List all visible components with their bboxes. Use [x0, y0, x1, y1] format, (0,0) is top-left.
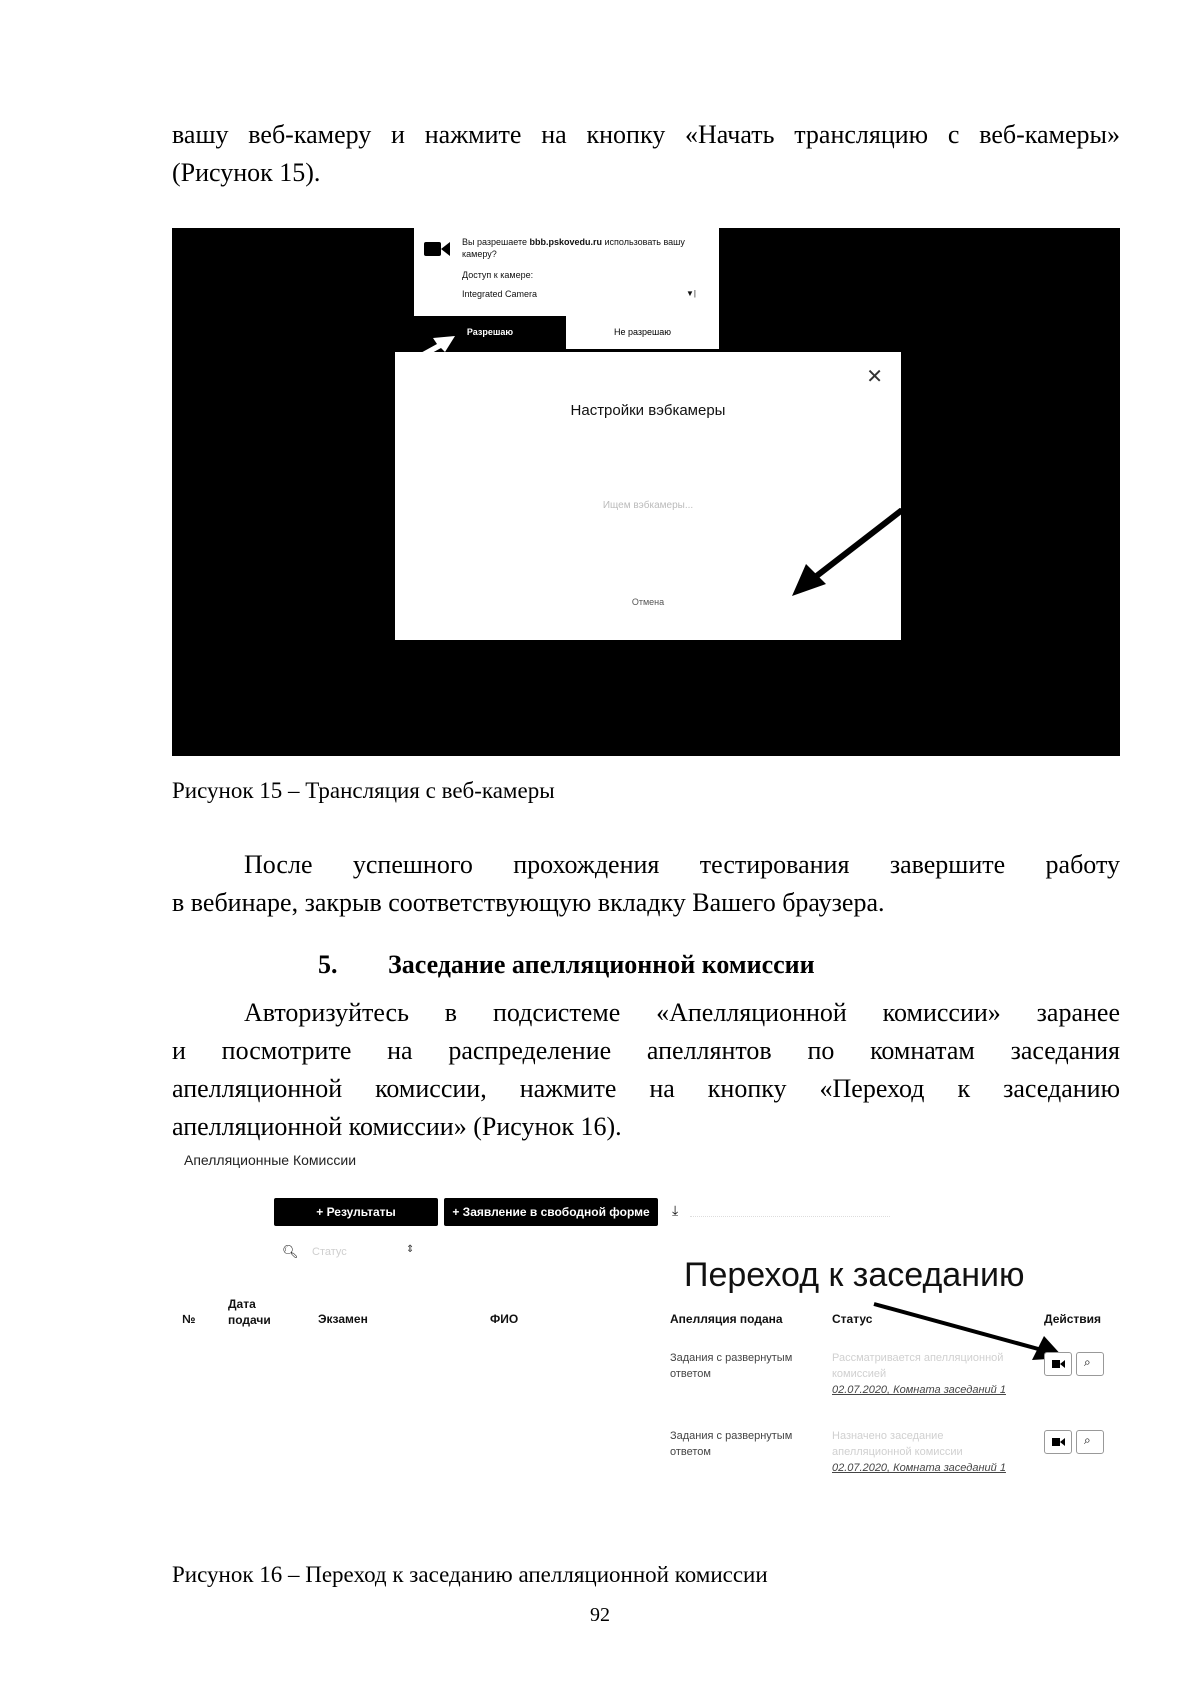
paragraph-after-line2: в вебинаре, закрыв соответствующую вкладку Вашего браузера.	[172, 888, 885, 917]
col-status: Статус	[832, 1312, 873, 1326]
col-actions: Действия	[1044, 1312, 1102, 1326]
searching-webcams-text: Ищем вэбкамеры...	[602, 500, 694, 511]
allow-button[interactable]: Разрешаю	[414, 316, 566, 349]
sort-icon[interactable]: ⇕	[406, 1244, 415, 1255]
test-results-button[interactable]: + Результаты тестирования	[274, 1198, 438, 1226]
paragraph-section-line3: апелляционной комиссии, нажмите на кнопку «Переход к заседанию	[172, 1074, 1120, 1103]
row2-status: Назначено заседание апелляционной комиссии 02.07.2020, Комната заседаний 1	[832, 1428, 1022, 1476]
paragraph-section-line2: и посмотрите на распределение апеллянтов по комнатам заседания	[172, 1036, 1120, 1065]
section-number: 5.	[318, 950, 338, 979]
cancel-button[interactable]: Отмена	[631, 597, 665, 607]
figure-16-appeal-commission-screenshot	[172, 1148, 1132, 1548]
col-submission-date: Дата подачи	[228, 1297, 271, 1327]
free-form-statement-button[interactable]: + Заявление в свободной форме	[444, 1198, 658, 1226]
figure-15-webcam-screenshot	[172, 228, 1120, 756]
magnifier-icon: ⌕	[1084, 1355, 1091, 1369]
video-camera-icon	[1045, 1431, 1071, 1453]
camera-icon	[424, 240, 450, 258]
row1-view-button[interactable]	[1076, 1352, 1104, 1376]
row2-view-button[interactable]	[1076, 1430, 1104, 1454]
row1-date-room[interactable]: 02.07.2020, Комната заседаний 1	[832, 1384, 1006, 1396]
dialog-title: Настройки вэбкамеры	[570, 402, 726, 419]
figure-16-caption: Рисунок 16 – Переход к заседанию апелляционной комиссии	[172, 1562, 768, 1587]
section-title: Заседание апелляционной комиссии	[388, 950, 815, 979]
arrow-pointer-icon	[784, 508, 904, 608]
paragraph-section-line1: Авторизуйтесь в подсистеме «Апелляционной комиссии» заранее	[244, 998, 1120, 1027]
col-number: №	[182, 1312, 196, 1326]
row1-appeal-filed: Задания с развернутым ответом	[670, 1352, 793, 1380]
row2-appeal-filed: Задания с развернутым ответом	[670, 1430, 793, 1458]
row1-join-session-button[interactable]	[1044, 1352, 1072, 1376]
paragraph-intro-line1: вашу веб-камеру и нажмите на кнопку «Начать трансляцию с веб-камеры»	[172, 120, 1120, 149]
col-exam: Экзамен	[318, 1312, 368, 1326]
col-fio: ФИО	[490, 1312, 519, 1326]
close-icon[interactable]: ✕	[866, 366, 883, 388]
camera-access-label: Доступ к камере:	[462, 270, 534, 280]
dropdown-caret-icon: ▼|	[686, 289, 696, 298]
magnifier-icon: ⌕	[1084, 1433, 1091, 1447]
search-icon: 🔍︎	[282, 1244, 299, 1259]
paragraph-intro-line2: (Рисунок 15).	[172, 158, 321, 187]
row2-join-session-button[interactable]	[1044, 1430, 1072, 1454]
page-number: 92	[590, 1604, 610, 1626]
permission-question: Вы разрешаете bbb.pskovedu.ru использовать вашу камеру?	[462, 237, 685, 259]
download-link-faint[interactable]	[690, 1206, 890, 1217]
col-appeal-filed: Апелляция подана	[670, 1312, 783, 1326]
status-filter-input[interactable]: Статус	[312, 1246, 347, 1258]
row2-date-room[interactable]: 02.07.2020, Комната заседаний 1	[832, 1462, 1006, 1474]
figure-15-caption: Рисунок 15 – Трансляция с веб-камеры	[172, 778, 555, 803]
join-session-annotation: Переход к заседанию	[684, 1256, 1025, 1294]
paragraph-after-line1: После успешного прохождения тестирования завершите работу	[244, 850, 1120, 879]
row1-status: Рассматривается апелляционной комиссией 02.07.2020, Комната заседаний 1	[832, 1350, 1022, 1398]
download-icon[interactable]: ⤓	[672, 1202, 679, 1218]
camera-device-select[interactable]: Integrated Camera ▼|	[462, 286, 702, 302]
video-camera-icon	[1045, 1353, 1071, 1375]
paragraph-section-line4: апелляционной комиссии» (Рисунок 16).	[172, 1112, 622, 1141]
deny-button[interactable]: Не разрешаю	[566, 316, 719, 349]
app-title: Апелляционные Комиссии	[184, 1152, 357, 1168]
